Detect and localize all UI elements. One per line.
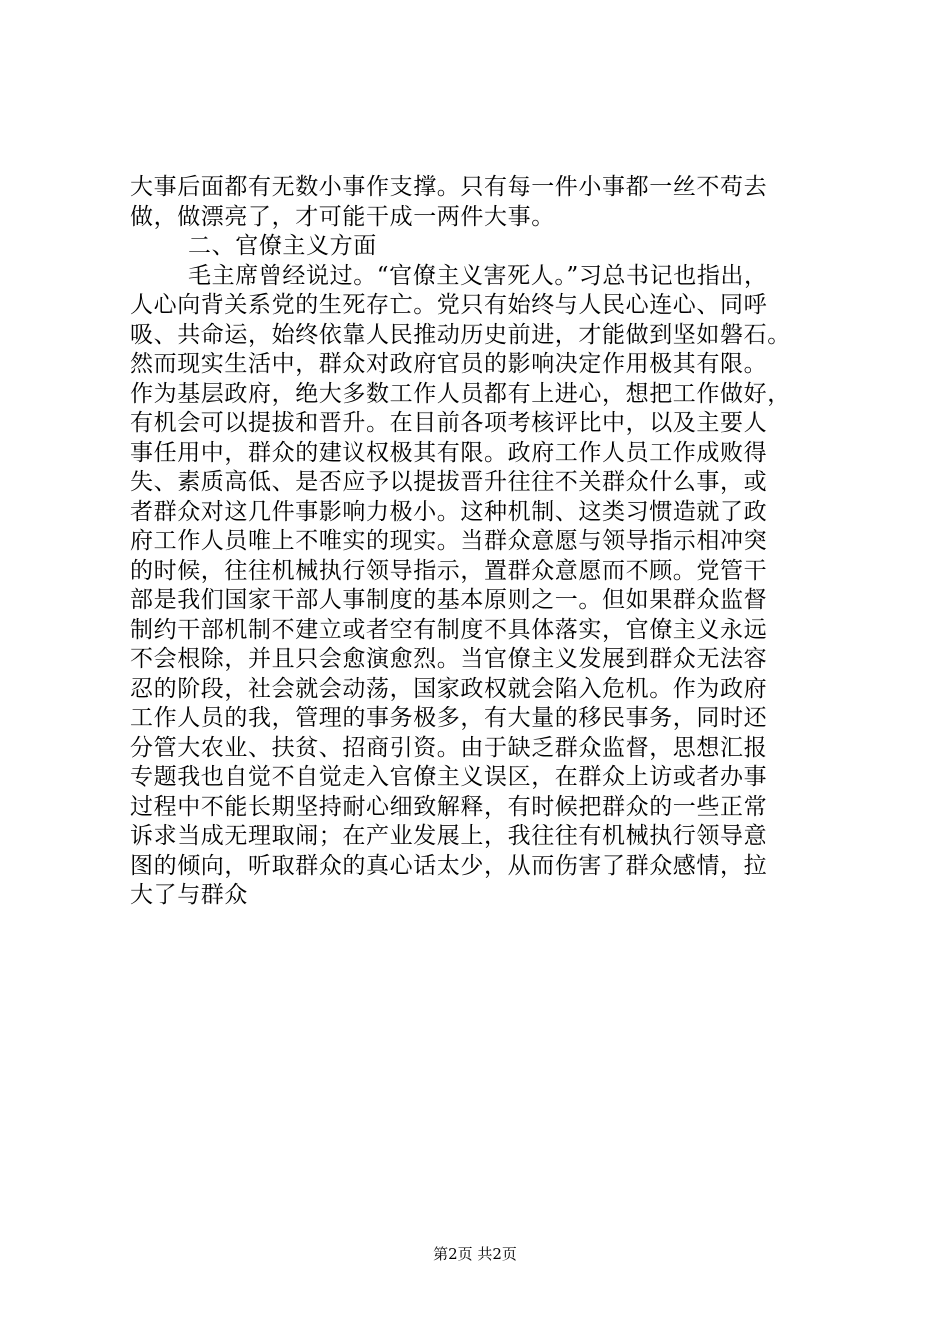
body-text xyxy=(130,173,840,911)
text-line: 制约干部机制不建立或者空有制度不具体落实，官僚主义永远 xyxy=(130,616,768,643)
text-line: 部是我们国家干部人事制度的基本原则之一。但如果群众监督 xyxy=(130,587,768,613)
text-line: 忍的阶段，社会就会动荡，国家政权就会陷入危机。作为政府 xyxy=(130,675,768,702)
section-heading: 二、官僚主义方面 xyxy=(188,233,377,259)
page-number: 第2页 共2页 xyxy=(433,1245,517,1263)
text-line: 不会根除，并且只会愈演愈烈。当官僚主义发展到群众无法容 xyxy=(130,646,768,672)
text-line: 大事后面都有无数小事作支撑。只有每一件小事都一丝不苟去 xyxy=(130,174,768,200)
text-line: 人心向背关系党的生死存亡。党只有始终与人民心连心、同呼 xyxy=(130,292,768,318)
text-line: 过程中不能长期坚持耐心细致解释，有时候把群众的一些正常 xyxy=(130,793,768,820)
text-line: 大了与群众 xyxy=(130,882,248,908)
text-line: 府工作人员唯上不唯实的现实。当群众意愿与领导指示相冲突 xyxy=(130,528,768,554)
text-line: 事任用中，群众的建议权极其有限。政府工作人员工作成败得 xyxy=(130,439,768,466)
text-line: 失、素质高低、是否应予以提拔晋升往往不关群众什么事，或 xyxy=(130,469,768,495)
page-footer xyxy=(0,1244,950,1264)
text-line: 然而现实生活中，群众对政府官员的影响决定作用极其有限。 xyxy=(130,351,768,377)
text-line: 有机会可以提拔和晋升。在目前各项考核评比中，以及主要人 xyxy=(130,410,768,436)
text-line: 做，做漂亮了，才可能干成一两件大事。 xyxy=(130,203,555,230)
text-line: 吸、共命运，始终依靠人民推动历史前进，才能做到坚如磐石。 xyxy=(130,321,791,348)
text-line: 专题我也自觉不自觉走入官僚主义误区，在群众上访或者办事 xyxy=(130,764,768,790)
text-line: 的时候，往往机械执行领导指示，置群众意愿而不顾。党管干 xyxy=(130,557,768,584)
text-line: 图的倾向，听取群众的真心话太少，从而伤害了群众感情，拉 xyxy=(130,852,768,879)
text-line: 分管大农业、扶贫、招商引资。由于缺乏群众监督，思想汇报 xyxy=(130,734,768,761)
text-line: 作为基层政府，绝大多数工作人员都有上进心，想把工作做好， xyxy=(130,380,791,407)
text-line: 工作人员的我，管理的事务极多，有大量的移民事务，同时还 xyxy=(130,705,768,731)
paragraph-first-line: 毛主席曾经说过。“官僚主义害死人。”习总书记也指出， xyxy=(188,262,768,289)
text-line: 者群众对这几件事影响力极小。这种机制、这类习惯造就了政 xyxy=(130,498,768,525)
text-line: 诉求当成无理取闹；在产业发展上，我往往有机械执行领导意 xyxy=(130,823,768,849)
